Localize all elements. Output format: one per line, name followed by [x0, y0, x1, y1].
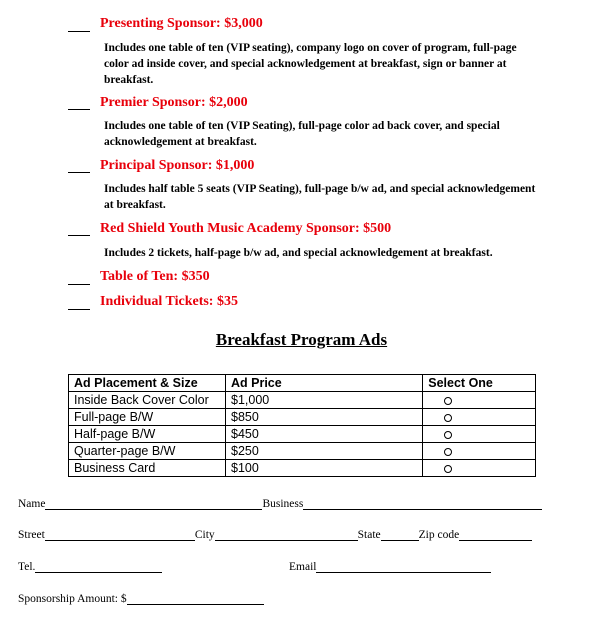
tier-title-presenting: Presenting Sponsor: $3,000 [100, 16, 263, 31]
street-field[interactable] [45, 528, 195, 541]
business-label: Business [262, 498, 304, 510]
email-label: Email [289, 561, 317, 573]
checkbox-line-youth-academy[interactable] [68, 235, 90, 236]
ad-placement: Inside Back Cover Color [69, 392, 226, 409]
table-row [69, 460, 536, 477]
ad-placement: Business Card [69, 460, 226, 477]
amount-label: Sponsorship Amount: $ [18, 593, 127, 605]
tier-desc-principal: Includes half table 5 seats (VIP Seating), full-page b/w ad, and special acknowledgement at breakfast. [104, 183, 536, 211]
business-field[interactable] [303, 497, 542, 510]
ad-price: $100 [226, 460, 423, 477]
tier-title-youth-academy: Red Shield Youth Music Academy Sponsor: $500 [100, 221, 392, 236]
select-radio-full-page[interactable] [444, 414, 452, 422]
email-field[interactable] [316, 560, 491, 573]
header-select: Select One [423, 375, 536, 392]
ad-price: $450 [226, 426, 423, 443]
name-label: Name [18, 498, 46, 510]
select-radio-business-card[interactable] [444, 465, 452, 473]
table-row [69, 409, 536, 426]
tier-title-table-of-ten: Table of Ten: $350 [100, 269, 210, 284]
checkbox-line-principal[interactable] [68, 172, 90, 173]
tier-title-principal: Principal Sponsor: $1,000 [100, 158, 255, 173]
checkbox-line-individual-tickets[interactable] [68, 309, 90, 310]
city-label: City [194, 529, 215, 541]
name-row [18, 497, 542, 510]
tier-desc-youth-academy: Includes 2 tickets, half-page b/w ad, and special acknowledgement at breakfast. [104, 247, 493, 259]
select-cell [423, 443, 536, 460]
city-field[interactable] [215, 528, 358, 541]
select-radio-quarter-page[interactable] [444, 448, 452, 456]
header-price: Ad Price [226, 375, 423, 392]
table-header-row [69, 375, 536, 392]
address-row [18, 528, 532, 541]
name-field[interactable] [45, 497, 262, 510]
ads-title-text: Breakfast Program Ads [215, 330, 388, 349]
tier-title-individual-tickets: Individual Tickets: $35 [100, 294, 238, 309]
ad-placement: Full-page B/W [69, 409, 226, 426]
ad-price: $850 [226, 409, 423, 426]
email-row [289, 560, 491, 573]
table-row [69, 426, 536, 443]
select-cell [423, 409, 536, 426]
table-row [69, 443, 536, 460]
table-row [69, 392, 536, 409]
checkbox-line-presenting[interactable] [68, 31, 90, 32]
select-cell [423, 392, 536, 409]
header-placement: Ad Placement & Size [69, 375, 226, 392]
amount-row [18, 592, 264, 605]
tier-desc-presenting: Includes one table of ten (VIP seating), company logo on cover of program, full-page color ad inside cover, and special acknowledgement at breakfast, sign or banner at breakfast. [104, 42, 517, 86]
tel-row [18, 560, 162, 573]
ad-price: $1,000 [226, 392, 423, 409]
checkbox-line-table-of-ten[interactable] [68, 284, 90, 285]
select-radio-inside-back-cover[interactable] [444, 397, 452, 405]
amount-field[interactable] [127, 592, 264, 605]
ad-placement: Half-page B/W [69, 426, 226, 443]
zip-field[interactable] [459, 528, 532, 541]
tier-title-premier: Premier Sponsor: $2,000 [100, 95, 248, 110]
zip-label: Zip code [418, 529, 460, 541]
ad-pricing-table [68, 374, 536, 477]
tier-desc-premier: Includes one table of ten (VIP Seating), full-page color ad back cover, and special acknowledgement at breakfast. [104, 120, 500, 148]
ad-placement: Quarter-page B/W [69, 443, 226, 460]
state-field[interactable] [381, 528, 419, 541]
select-cell [423, 426, 536, 443]
ads-section-title [0, 330, 603, 350]
street-label: Street [18, 529, 45, 541]
ad-price: $250 [226, 443, 423, 460]
checkbox-line-premier[interactable] [68, 109, 90, 110]
tel-field[interactable] [35, 560, 162, 573]
tel-label: Tel. [18, 561, 36, 573]
select-radio-half-page[interactable] [444, 431, 452, 439]
state-label: State [357, 529, 381, 541]
select-cell [423, 460, 536, 477]
